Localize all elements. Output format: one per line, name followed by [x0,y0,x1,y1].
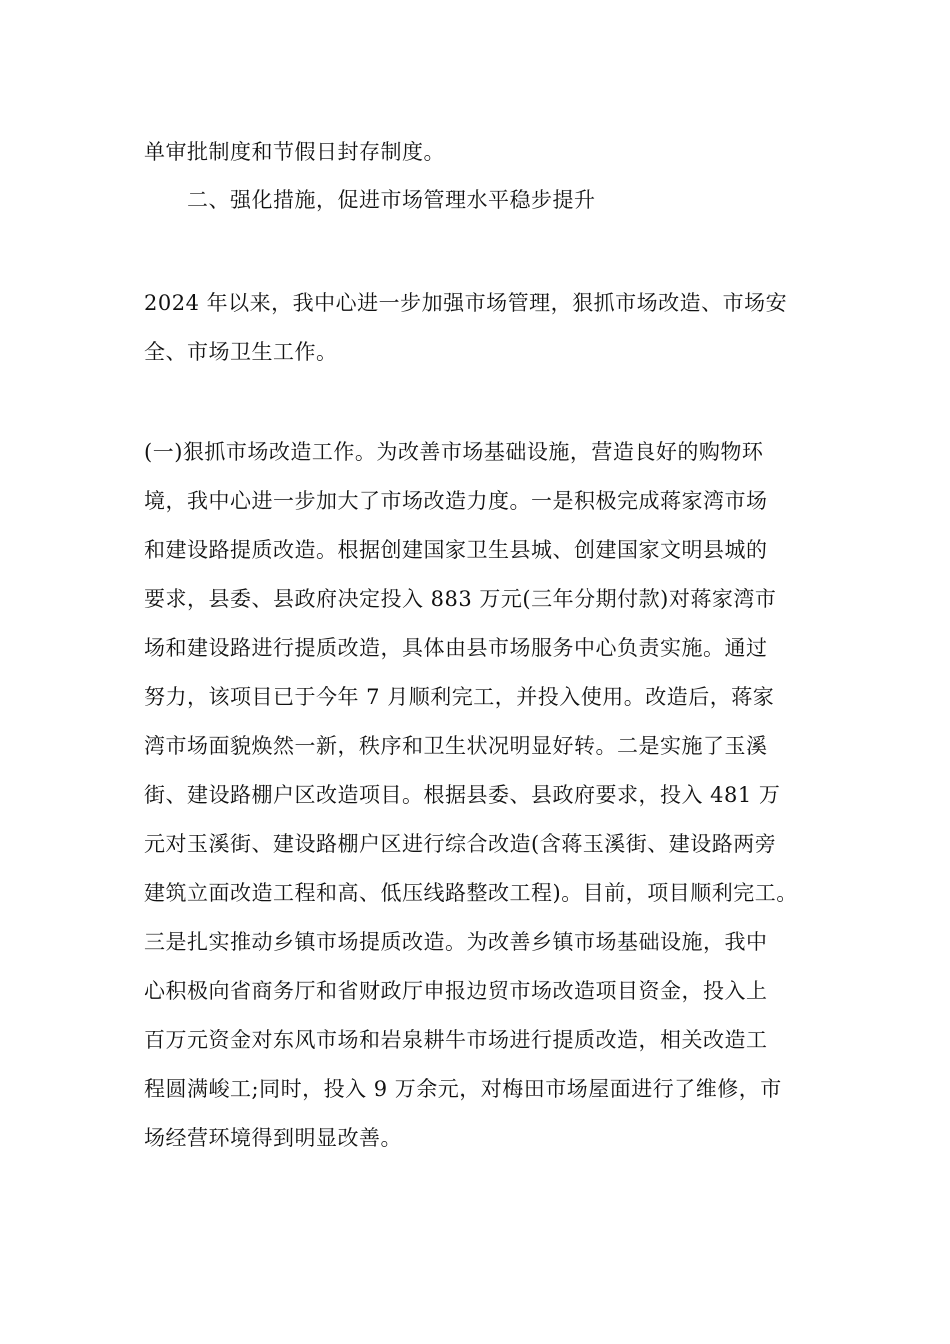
paragraph-line: 2024 年以来，我中心进一步加强市场管理，狠抓市场改造、市场安 [144,291,788,315]
paragraph-line: 努力，该项目已于今年 7 月顺利完工，并投入使用。改造后，蒋家 [144,685,775,709]
paragraph-line: 场和建设路进行提质改造，具体由县市场服务中心负责实施。通过 [144,636,768,660]
paragraph-line: 心积极向省商务厅和省财政厅申报边贸市场改造项目资金，投入上 [144,979,768,1003]
paragraph-line: (一)狠抓市场改造工作。为改善市场基础设施，营造良好的购物环 [144,440,764,464]
paragraph-line: 要求，县委、县政府决定投入 883 万元(三年分期付款)对蒋家湾市 [144,587,777,611]
paragraph-line: 场经营环境得到明显改善。 [144,1126,402,1150]
paragraph-line: 三是扎实推动乡镇市场提质改造。为改善乡镇市场基础设施，我中 [144,930,768,954]
paragraph-line: 程圆满峻工;同时，投入 9 万余元，对梅田市场屋面进行了维修，市 [144,1077,782,1101]
section-heading: 二、强化措施，促进市场管理水平稳步提升 [187,188,596,212]
paragraph-line: 全、市场卫生工作。 [144,340,338,364]
paragraph-continuation-line: 单审批制度和节假日封存制度。 [144,140,445,164]
paragraph-line: 建筑立面改造工程和高、低压线路整改工程)。目前，项目顺利完工。 [144,881,798,905]
paragraph-line: 百万元资金对东风市场和岩泉耕牛市场进行提质改造，相关改造工 [144,1028,768,1052]
paragraph-line: 街、建设路棚户区改造项目。根据县委、县政府要求，投入 481 万 [144,783,781,807]
paragraph-line: 境，我中心进一步加大了市场改造力度。一是积极完成蒋家湾市场 [144,489,768,513]
paragraph-line: 元对玉溪街、建设路棚户区进行综合改造(含蒋玉溪街、建设路两旁 [144,832,777,856]
paragraph-line: 和建设路提质改造。根据创建国家卫生县城、创建国家文明县城的 [144,538,768,562]
paragraph-line: 湾市场面貌焕然一新，秩序和卫生状况明显好转。二是实施了玉溪 [144,734,768,758]
